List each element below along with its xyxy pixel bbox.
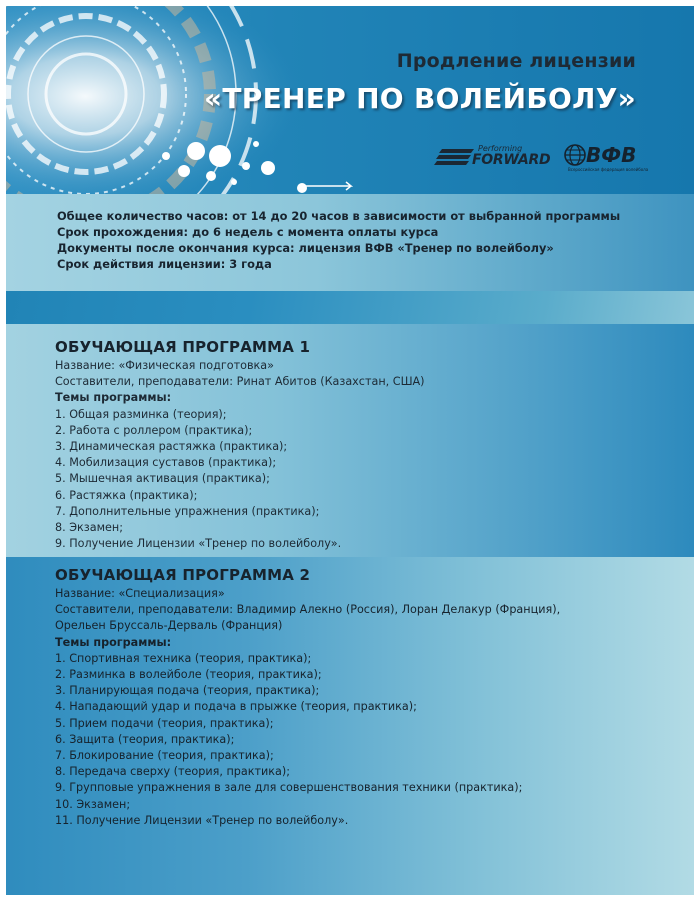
list-item: 9. Групповые упражнения в зале для совершенствования техники (практика); (55, 781, 523, 795)
logo-vfv-subtext: Всероссийская федерация волейбола (568, 167, 649, 172)
program-2-name: Название: «Специализация» (55, 587, 225, 600)
list-item: 6. Растяжка (практика); (55, 488, 198, 502)
program-2-title: ОБУЧАЮЩАЯ ПРОГРАММА 2 (55, 566, 311, 584)
info-hours: Общее количество часов: от 14 до 20 часов в зависимости от выбранной программы (57, 209, 621, 223)
logo-performing-text: Performing (478, 144, 523, 153)
speed-stripes-icon (434, 149, 474, 169)
title-subtitle: Продление лицензии (396, 50, 636, 72)
brochure-page (6, 6, 694, 895)
list-item: 1. Общая разминка (теория); (55, 407, 227, 421)
globe-ball-icon (564, 144, 586, 166)
course-info-band (6, 194, 694, 291)
list-item: 6. Защита (теория, практика); (55, 732, 235, 746)
vfv-logo (564, 141, 649, 175)
program-2-authors-continued: Орельен Бруссаль-Дерваль (Франция) (55, 619, 283, 633)
info-duration: Срок прохождения: до 6 недель с момента оплаты курса (57, 225, 439, 239)
list-item: 7. Блокирование (теория, практика); (55, 749, 274, 763)
list-item: 9. Получение Лицензии «Тренер по волейболу». (55, 537, 342, 551)
page-title: «ТРЕНЕР ПО ВОЛЕЙБОЛУ» (204, 82, 636, 115)
list-item: 4. Нападающий удар и подача в прыжке (теория, практика); (55, 700, 417, 714)
list-item: 5. Мышечная активация (практика); (55, 472, 270, 486)
list-item: 1. Спортивная техника (теория, практика); (55, 651, 312, 665)
program-1-title: ОБУЧАЮЩАЯ ПРОГРАММА 1 (55, 338, 311, 356)
list-item: 3. Динамическая растяжка (практика); (55, 440, 288, 454)
list-item: 10. Экзамен; (55, 797, 131, 811)
program-1-section (6, 324, 694, 557)
program-2-authors: Составители, преподаватели: Владимир Алекно (Россия), Лоран Делакур (Франция), (55, 603, 561, 617)
list-item: 4. Мобилизация суставов (практика); (55, 456, 277, 470)
list-item: 5. Прием подачи (теория, практика); (55, 716, 274, 730)
list-item: 7. Дополнительные упражнения (практика); (55, 504, 320, 518)
partner-logos (434, 140, 649, 176)
info-validity: Срок действия лицензии: 3 года (57, 257, 272, 271)
info-documents: Документы после окончания курса: лицензия ВФВ «Тренер по волейболу» (57, 241, 554, 255)
program-1-name: Название: «Физическая подготовка» (55, 359, 274, 372)
program-1-topics-label: Темы программы: (55, 391, 172, 405)
header-banner (6, 6, 694, 194)
list-item: 3. Планирующая подача (теория, практика); (55, 684, 320, 698)
program-1-authors: Составители, преподаватели: Ринат Абитов (Казахстан, США) (55, 375, 425, 389)
list-item: 2. Разминка в волейболе (теория, практика); (55, 668, 322, 682)
logo-forward-text: FORWARD (472, 152, 551, 168)
program-2-section (6, 557, 694, 895)
program-2-topics-label: Темы программы: (55, 635, 172, 649)
list-item: 2. Работа с роллером (практика); (55, 423, 253, 437)
list-item: 8. Передача сверху (теория, практика); (55, 765, 291, 779)
list-item: 8. Экзамен; (55, 521, 124, 535)
logo-vfv-text: ВФВ (586, 143, 637, 167)
performing-forward-logo (434, 143, 552, 173)
list-item: 11. Получение Лицензии «Тренер по волейболу». (55, 813, 349, 827)
